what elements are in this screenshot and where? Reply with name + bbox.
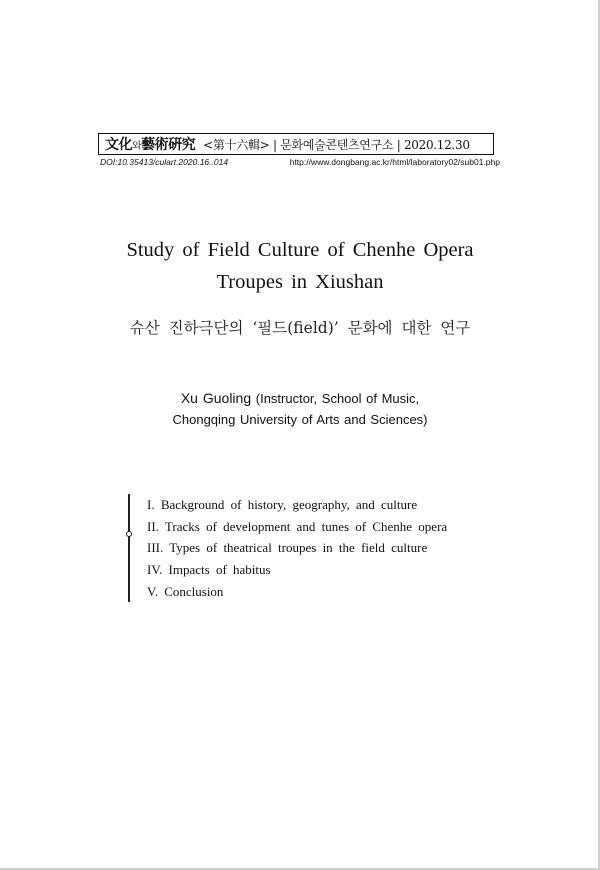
author-name: Xu Guoling [180, 390, 252, 406]
contents-bar-dot [126, 531, 132, 537]
contents-item: V. Conclusion [147, 583, 224, 599]
contents-item: II. Tracks of development and tunes of Chenhe opera [147, 518, 448, 534]
paper-title-line-1: Study of Field Culture of Chenhe Opera [126, 239, 474, 261]
contents-item: I. Background of history, geography, and culture [147, 497, 418, 512]
doi-text: DOI:10.35413/culart.2020.16..014 [100, 157, 229, 167]
author-affiliation-2: Chongqing University of Arts and Sciences) [172, 412, 428, 427]
author-block [0, 388, 600, 430]
journal-url[interactable]: http://www.dongbang.ac.kr/html/laboratory02/sub01.php [289, 157, 500, 167]
journal-details: <第十六輯> | 문화예술콘텐츠연구소 | 2020.12.30 [203, 137, 470, 152]
paper-title-line-2: Troupes in Xiushan [216, 271, 384, 293]
journal-logo-end: 藝術硏究 [141, 137, 196, 153]
contents-bar [128, 494, 130, 602]
paper-title [0, 234, 600, 298]
contents-item: IV. Impacts of habitus [147, 562, 271, 578]
author-affiliation-1: (Instructor, School of Music, [255, 391, 420, 406]
table-of-contents [147, 494, 447, 602]
doi-line [100, 157, 500, 167]
journal-logo-start: 文化 [105, 137, 132, 153]
journal-header [98, 133, 494, 155]
journal-logo-connector: 와 [132, 141, 142, 152]
korean-title: 슈산 진하극단의 ‘필드(field)’ 문화에 대한 연구 [129, 319, 471, 337]
contents-item: III. Types of theatrical troupes in the field culture [147, 540, 428, 556]
journal-logo [105, 134, 195, 154]
